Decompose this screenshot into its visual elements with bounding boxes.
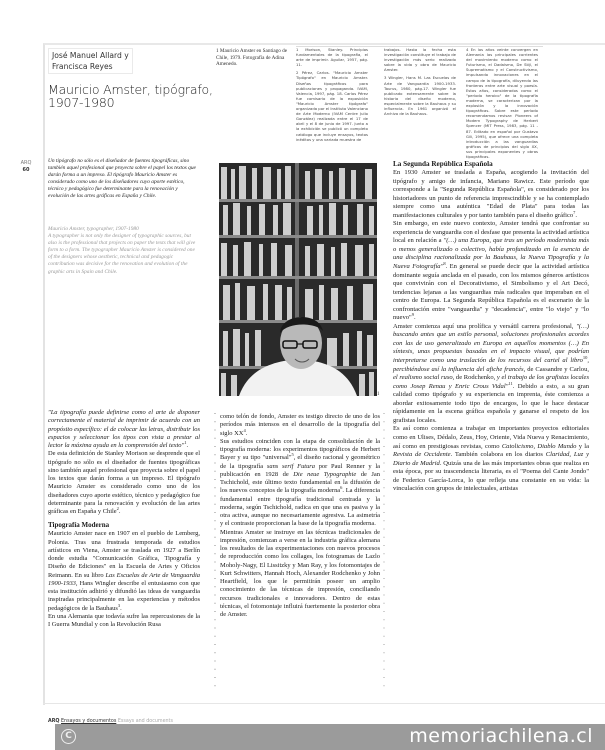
- paragraph: Sin embargo, en este nuevo contexto, Amster tendrá que confrontar su experiencia de vanguardia con el desfase que presenta la actividad artística local en relación a "(…) una Europa, que tras un período modernista más o menos generalizado o colectivo, había profundizado en la esencia de una disciplina racionalizada por la Bauhaus, la Nueva Tipografía y la Nueva Fotografía"$^8$. En general se puede decir que la actividad artística dominante seguía anclada en el pasado, con los mismos géneros artísticos que convivirán con el Decorativismo, el Simbolismo y el Art Decó, tendencias lejanas a las vanguardias más radicales que imperaban en el centro de Europa. La Segunda República Española es el escenario de la confrontación entre "vanguardia" y "decadencia", entre "lo viejo" y "lo nuevo"$^9$.: [393, 220, 590, 322]
- portrait-photo-image: [219, 163, 377, 396]
- newspaper-names: Claridad, Luz y Diario de Madrid: [393, 451, 589, 467]
- footer-journal: ARQ: [48, 719, 60, 724]
- body-column-middle: [220, 413, 380, 619]
- photo-caption: 1 Mauricio Amster en Santiago de Chile, 1979. Fotografía de Adina Amenedo.: [216, 48, 288, 68]
- body-column-left: [48, 409, 200, 629]
- magazine-names: Catolicismo, Diablo Mundo: [501, 442, 577, 450]
- paragraph: [220, 438, 380, 529]
- footnotes-column-1: [296, 47, 368, 145]
- paragraph: Mientras Amster se instruye en las técnicas tradicionales de impresión, comienzan a verse en la industria gráfica alemana los resultados de las experimentaciones con nuevos procesos de reproducción como los collages, los fotogramas de Lazlo Moholy-Nagy, El Lissitzky y Man Ray, y los fotomontajes de Kurt Schwitters, Hannah Hoch, Alexander Rodchenko y John Heartfield, los que le permitirán poseer un amplio conocimiento de las técnicas de impresión, conciliando recursos tradicionales e innovadores. Dentro de estas técnicas, el fotomontaje influirá fuertemente la posterior obra de Amster.: [220, 528, 380, 618]
- footnotes-column-3: [466, 47, 538, 162]
- paragraph-text: Es así como comienza a trabajar en importantes proyectos editoriales como en Ulises, Dédalo, Zeus, Hoy, Oriente, Vida Nueva y Renacimiento, así como en prestigiosas revistas, como: [393, 425, 589, 450]
- abstract-english: [48, 226, 198, 276]
- paragraph-text: En 1930 Amster se traslada a España, acogiendo la invitación del tipógrafo y amigo de infancia, Mariano Rawicz. Este período que corresponde a la "Segunda República Española", es considerado por los historiadores un punto de referencia imprescindible y se ha contemplado siempre como una auténtica "Edad de Plata" para todas las manifestaciones culturales y por tanto también para el diseño gráfico: [393, 169, 589, 219]
- paragraph-text: por Paul Renner y la publicación en 1928 de: [220, 462, 380, 478]
- paragraph: [393, 323, 589, 426]
- quote-text: "La tipografía puede definirse como el arte de disponer correctamente el material de imprimir de acuerdo con un propósito específico: el de colocar las letras, distribuir los espacios y seleccionar los tipos con vista a prestar al lector la máxima ayuda en la comprensión del texto": [48, 409, 200, 449]
- footnote: 2 Pérez, Carlos. "Mauricio Amster Tipógrafo" en Mauricio Amster. Diseños tipográficos para publicaciones y propaganda. IVAM, Valencia, 1997, pág. 18. Carlos Pérez fue comisario de la exposición "Mauricio Amster tipógrafo" organizada por el Instituto Valenciano de Arte Moderno (IVAM Centre Julio González) realizada entre el 17 de abril y el 8 de junio de 1997. Junto a la exhibición se publicó un completo catálogo que incluye ensayos, textos inéditos y una variada muestra de: [296, 70, 368, 142]
- paragraph-text: . También colabora en los diarios: [450, 451, 546, 459]
- paragraph-text: Sin embargo, en este nuevo contexto, Amster tendrá que confrontar su experiencia de vanguardia con el desfase que presenta la actividad artística local en relación a: [393, 220, 589, 245]
- paragraph-text: de Jan Tschichold, este último texto fundamental en la difusión de los nuevos conceptos de la tipografía moderna: [220, 470, 380, 495]
- paragraph-text: Mauricio Amster nace en 1907 en el pueblo de Lemberg, Polonia. Tras una frustrada temporada de estudios artísticos en Viena, Amster se traslada en 1927 a Berlín donde estudia "Comunicación Gráfica, Tipografía y Diseño de Ediciones" en la Escuela de Artes y Oficios Reimann. En su libro: [48, 530, 200, 579]
- footnotes-column-2: [384, 47, 456, 119]
- footnote: 1 Morison, Stanley. Principios fundamentales de la tipografía, el arte de imprimir. Aguilar, 1957, pág. 11.: [296, 47, 368, 68]
- paragraph: [393, 425, 589, 493]
- watermark-text: memoriachilena.cl: [409, 725, 593, 747]
- footnote-ref: 8: [443, 260, 446, 266]
- footnote: 3 Wingler, Hans M. Las Escuelas de Arte de Vanguardia 1900-1933. Taurus, 1980, pág.17. Wingler fue publicado extensamente sobre la historia del diseño moderno, especialmente sobre la Bauhaus y su influencia. En 1961 organizó el Archivo de la Bauhaus.: [384, 75, 456, 117]
- paragraph-text: y la: [576, 442, 589, 450]
- paragraph-text: como telón de fondo, Amster es testigo directo de uno de los períodos más intensos en el desarrollo de la tipografía del siglo XX: [220, 413, 380, 437]
- footnote-ref: 11: [508, 380, 513, 386]
- paragraph-text: . En general se puede decir que la actividad artística dominante seguía anclada en el pasado, con los mismos géneros artísticos que convivirán con el Decorativismo, el Simbolismo y el Art Decó, tendencias lejanas a las vanguardias más radicales que imperaban en el centro de Europa. La Segunda República Española es el escenario de la confrontación entre "vanguardia" y "decadencia", entre "lo viejo" y "lo nuevo": [393, 263, 589, 322]
- footnote-ref: 7: [573, 209, 576, 215]
- paragraph: como telón de fondo, Amster es testigo directo de uno de los períodos más intensos en el desarrollo de la tipografía del siglo $XX^4$.: [220, 413, 380, 437]
- abstract-english-text: A typographer is not only the designer of typographic sources, but also is the professional that projects on paper the texts that will give form to a form. The typographer Mauricio Amster is considered one of the designers whose aesthetic, technical and pedagogic contribution was decisive for the renovation and evolution of the graphic arts in Spain and Chile.: [48, 233, 196, 275]
- paragraph-text: . Debido a esto, a su gran calidad como tipógrafo y su experiencia en imprenta, éste comienza a abordar exitosamente todo tipo de encargos, lo que le hace destacar rápidamente en la escena gráfica española y ganarse el respeto de los grafistas locales.: [393, 382, 589, 424]
- font-name: sans serif Futura: [266, 462, 316, 470]
- paragraph-text: , el diseño racional y geométrico de la tipografía: [220, 454, 381, 470]
- footer-section-en: Essays and documents: [117, 719, 173, 724]
- paragraph: En 1930 Amster se traslada a España, acogiendo la invitación del tipógrafo y amigo de infancia, Mariano Rawicz. Este período que corresponde a la "Segunda República Española", es considerado por los historiadores un punto de referencia imprescindible y se ha contemplado siempre como una auténtica "Edad de Plata" para todas las manifestaciones culturales y por tanto también para el diseño gráfico$^7$.: [393, 169, 589, 219]
- portrait-photo: [219, 163, 377, 396]
- morison-quote: "La tipografía puede definirse como el arte de disponer correctamente el material de imprimir de acuerdo con un propósito específico: el de colocar las letras, distribuir los espacios y seleccionar los tipos con vista a prestar al lector la máxima ayuda en la comprensión del texto"$^1$.: [48, 409, 200, 449]
- copyright-icon: C: [61, 729, 76, 744]
- magazine-names: Revista de Occidente: [393, 451, 451, 459]
- photo-number: 1: [377, 392, 380, 397]
- quote-text: , percibiéndose así la influencia del afiche francés,: [393, 357, 589, 373]
- journal-label: ARQ: [20, 160, 32, 166]
- quote-text: y el trabajo de los grafistas locales como Josep Renau y Enric Crous Vidal": [393, 374, 590, 390]
- section-heading-segunda-republica: La Segunda República Española: [393, 160, 493, 168]
- paragraph-text: Amster comienza aquí una prolífica y versátil carrera profesional,: [393, 322, 577, 330]
- paragraph-text: de Cassandre y Carlou,: [525, 365, 589, 373]
- title-line-1: Mauricio Amster, tipógrafo,: [48, 82, 213, 97]
- paragraph-text: Sus estudios coinciden con la etapa de consolidación de la tipografía moderna: los experimentos tipográficos de Herbert Bayer y su tipo "universal": [220, 437, 380, 462]
- paragraph: Mauricio Amster nace en 1907 en el pueblo de Lemberg, Polonia. Tras una frustrada temporada de estudios artísticos en Viena, Amster se traslada en 1927 a Berlín donde estudia "Comunicación Gráfica, Tipografía y Diseño de Ediciones" en la Escuela de Artes y Oficios Reimann. En su libro Las Escuelas de Arte de Vanguardia 1900-1933, Hans Wingler describe el entusiasmo con que esta institución adhirió y difundió las ideas de vanguardia inspiradas principalmente en las experiencias y métodos pedagógicos de la Bauhaus$^3$.: [48, 530, 201, 612]
- book-title: Die neue Typographie: [293, 470, 357, 478]
- paragraph-text: . Quizás una de las más importantes obras que realiza en esta época, por su trascendencia literaria, es el "Poema del Cante Jondo" de Federico García-Lorca, lo que refleja una constante en su vida: la vinculación con grupos de intelectuales, artistas: [393, 459, 589, 493]
- footnote-ref: 1: [184, 439, 187, 445]
- footer-section-es: Ensayos y documentos: [61, 719, 117, 724]
- book-title: Las Escuelas de Arte de Vanguardia 1900-1933: [48, 571, 201, 587]
- footnote-ref: 6: [340, 485, 343, 491]
- quote-text: "(…) una Europa, que tras un período modernista más o menos generalizado o colectivo, había profundizado en la esencia de una disciplina racionalizada por la Bauhaus, la Nueva Tipografía y la Nueva Fotografía": [393, 237, 590, 271]
- abstract-spanish: Un tipógrafo no sólo es el diseñador de fuentes tipográficas, sino también aquel profesional que proyecta sobre el papel los textos que darán forma a un impreso. El tipógrafo Mauricio Amster es considerado como uno de los diseñadores cuyo aporte estético, técnico y pedagógico fue determinante para la renovación y evolución de las artes gráficas en España y Chile.: [48, 158, 196, 200]
- watermark-banner: [55, 724, 605, 750]
- author-names: José Manuel Allard y Francisca Reyes: [48, 48, 133, 74]
- page-bottom-divider: [43, 703, 605, 704]
- abstract-english-title: Mauricio Amster, typographer, 1907-1980: [48, 226, 139, 232]
- paragraph-text: , Hans Wingler describe el entusiasmo con que esta institución adhirió y difundió las ideas de vanguardia inspiradas principalmente en las experiencias y métodos pedagógicos de la Bauhaus: [48, 579, 200, 612]
- paragraph-text: De esta definición de Stanley Morison se desprende que el tipógrafo no sólo es el diseñador de fuentes tipográficas sino también aquel profesional que proyecta sobre el papel los textos que darán forma a un impreso. El tipógrafo Mauricio Amster es considerado como uno de los diseñadores cuyo aporte estético, técnico y pedagógico fue determinante para la renovación y evolución de las artes gráficas en España y Chile: [48, 450, 200, 515]
- footnote-ref: 9: [411, 312, 414, 318]
- footnote-ref: 3: [117, 602, 121, 608]
- body-column-right: [393, 160, 589, 494]
- article-title: [48, 83, 213, 109]
- footnote: trabajos. Hasta la fecha esta investigación constituye el trabajo de investigación más serio realizado sobre la vida y obra de Mauricio Amster.: [384, 47, 456, 73]
- footnote-ref: 4: [243, 427, 246, 433]
- footnote: 4 En los años veinte convergen en Alemania las principales corrientes del movimiento moderno como el Futurismo, el Dadaísmo, De Stijl, el Suprematismo y el Constructivismo, impulsando innovaciones en el campo de la tipografía, diluyendo las fronteras entre arte visual y poesía. Estos años, considerados como el "período heroico" de la tipografía moderna, se caracterizan por la explosión y la innovación tipográficas. Sobre este período recomendamos revisar: Pioneers of Modern Typography de Herbert Spencer (MIT Press, 1983, pág. 11 - 87. Editado en español por Gustavo Gili, 1995), que ofrece una completa introducción a las vanguardias gráficas de principios del siglo XX, sus principales exponentes y obras tipográficas.: [466, 47, 538, 159]
- quote-text: el realismo social ruso,: [393, 374, 455, 382]
- paragraph: De esta definición de Stanley Morison se desprende que el tipógrafo no sólo es el diseñador de fuentes tipográficas sino también aquel profesional que proyecta sobre el papel los textos que darán forma a un impreso. El tipógrafo Mauricio Amster es considerado como uno de los diseñadores cuyo aporte estético, técnico y pedagógico fue determinante para la renovación y evolución de las artes gráficas en España y Chile$^2$.: [48, 450, 200, 515]
- page-marker: [16, 160, 36, 174]
- paragraph: En una Alemania que todavía sufre las repercusiones de la I Guerra Mundial y con la Revolución Rusa: [48, 612, 200, 628]
- quote-text: "(…) buscando antes que un estilo personal, soluciones profesionales acordes con las de uso generalizado en Europa en aquellos momentos (…) En síntesis, unas propuestas basadas en el impacto visual, que podrían interpretarse como una traslación de los recursos del cartel al libro: [393, 322, 589, 365]
- line-marks-left: [214, 413, 216, 688]
- title-line-2: 1907-1980: [48, 95, 115, 110]
- footnote-ref: 10: [582, 354, 588, 360]
- footnote-ref: 2: [116, 505, 119, 511]
- section-heading-tipografia-moderna: Tipografía Moderna: [48, 521, 110, 530]
- line-marks-right: [383, 413, 385, 688]
- footnote-ref: 5: [291, 452, 294, 458]
- paragraph-text: de Rodchenko,: [454, 374, 497, 382]
- paragraph-text: . La diferencia fundamental entre tipografía tradicional centrada y la moderna, según Tschichold, radica en que una es pasiva y la otra activa, aunque no necesariamente agresiva. La asimetría y el contraste proporcionan la base de la tipografía moderna.: [220, 487, 380, 528]
- page-number: 60: [22, 167, 30, 173]
